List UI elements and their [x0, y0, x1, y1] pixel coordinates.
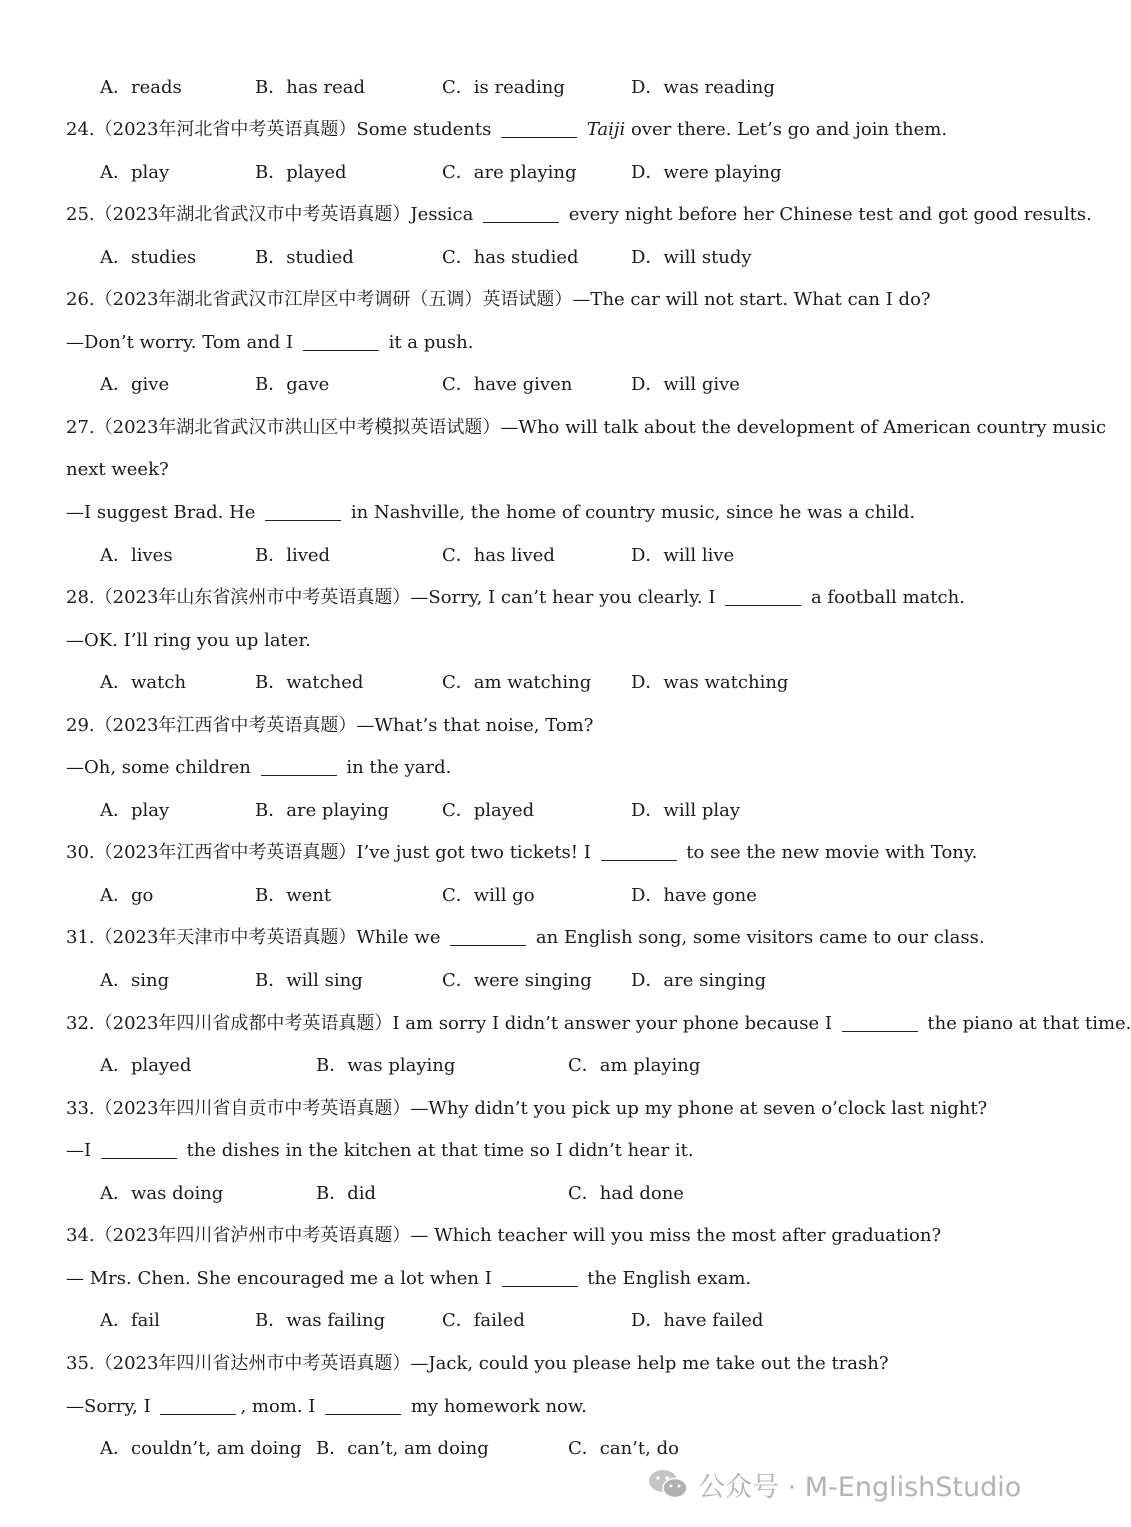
question-text: 31.（2023年天津市中考英语真题）While we	[66, 927, 447, 948]
question-text: —Don’t worry. Tom and I	[66, 332, 299, 353]
option-c[interactable]: C．has lived	[442, 545, 555, 566]
option-b[interactable]: B．will sing	[255, 970, 363, 991]
option-b[interactable]: B．studied	[255, 247, 354, 268]
question-text: —OK. I’ll ring you up later.	[66, 630, 311, 651]
question-stem	[66, 416, 1106, 440]
option-a[interactable]: A．fail	[100, 1310, 160, 1331]
option-c[interactable]: C．have given	[442, 374, 573, 395]
option-c[interactable]: C．is reading	[442, 77, 565, 98]
answer-blank[interactable]	[265, 502, 341, 521]
question-text: in the yard.	[340, 757, 452, 778]
option-c[interactable]: C．played	[442, 800, 535, 821]
option-a[interactable]: A．couldn’t, am doing	[100, 1438, 302, 1459]
answer-blank[interactable]	[303, 332, 379, 351]
question-text: 28.（2023年山东省滨州市中考英语真题）—Sorry, I can’t hear you clearly. I	[66, 587, 722, 608]
question-stem	[66, 1352, 889, 1376]
answer-blank[interactable]	[325, 1396, 401, 1415]
option-a[interactable]: A．play	[100, 162, 170, 183]
option-d[interactable]: D．will give	[631, 374, 740, 395]
question-continuation	[66, 1395, 587, 1419]
option-c[interactable]: C．am watching	[442, 672, 592, 693]
option-b[interactable]: B．can’t, am doing	[316, 1438, 489, 1459]
question-text: 33.（2023年四川省自贡市中考英语真题）—Why didn’t you pick up my phone at seven o’clock last night?	[66, 1098, 988, 1119]
question-text: 27.（2023年湖北省武汉市洪山区中考模拟英语试题）—Who will talk about the development of American country music	[66, 417, 1107, 438]
question-stem	[66, 586, 965, 610]
option-d[interactable]: D．have gone	[631, 885, 757, 906]
question-text: the English exam.	[581, 1268, 752, 1289]
question-text: the piano at that time.	[921, 1013, 1131, 1034]
option-b[interactable]: B．lived	[255, 545, 331, 566]
option-b[interactable]: B．has read	[255, 77, 366, 98]
answer-blank[interactable]	[483, 204, 559, 223]
question-text: —Oh, some children	[66, 757, 257, 778]
question-text: next week?	[66, 459, 169, 480]
option-b[interactable]: B．gave	[255, 374, 330, 395]
option-b[interactable]: B．was failing	[255, 1310, 386, 1331]
question-continuation	[66, 756, 451, 780]
question-text: 25.（2023年湖北省武汉市中考英语真题）Jessica	[66, 204, 480, 225]
question-text: over there. Let’s go and join them.	[625, 119, 948, 140]
question-text: 24.（2023年河北省中考英语真题）Some students	[66, 119, 498, 140]
question-text: my homework now.	[405, 1396, 587, 1417]
option-b[interactable]: B．are playing	[255, 800, 389, 821]
option-a[interactable]: A．reads	[100, 77, 182, 98]
option-b[interactable]: B．was playing	[316, 1055, 456, 1076]
question-text: 26.（2023年湖北省武汉市江岸区中考调研（五调）英语试题）—The car will not start. What can I do?	[66, 289, 931, 310]
question-continuation	[66, 629, 311, 653]
question-text: —I	[66, 1140, 97, 1161]
question-stem	[66, 203, 1092, 227]
answer-blank[interactable]	[101, 1140, 177, 1159]
answer-blank[interactable]	[160, 1396, 236, 1415]
option-b[interactable]: B．watched	[255, 672, 364, 693]
question-stem	[66, 118, 947, 142]
question-text: 34.（2023年四川省泸州市中考英语真题）— Which teacher will you miss the most after graduation?	[66, 1225, 942, 1246]
watermark	[648, 1466, 1021, 1502]
question-text: 30.（2023年江西省中考英语真题）I’ve just got two tickets! I	[66, 842, 597, 863]
option-b[interactable]: B．did	[316, 1183, 377, 1204]
option-a[interactable]: A．was doing	[100, 1183, 224, 1204]
question-stem	[66, 841, 977, 865]
question-stem	[66, 926, 985, 950]
question-text: to see the new movie with Tony.	[680, 842, 978, 863]
option-c[interactable]: C．am playing	[568, 1055, 701, 1076]
italic-term: Taiji	[586, 119, 626, 140]
question-stem	[66, 1012, 1131, 1036]
answer-blank[interactable]	[450, 927, 526, 946]
option-b[interactable]: B．played	[255, 162, 347, 183]
question-text: —I suggest Brad. He	[66, 502, 262, 523]
option-d[interactable]: D．have failed	[631, 1310, 764, 1331]
question-text: — Mrs. Chen. She encouraged me a lot when I	[66, 1268, 498, 1289]
question-stem	[66, 714, 593, 738]
question-continuation	[66, 501, 915, 525]
option-d[interactable]: D．will live	[631, 545, 735, 566]
question-stem	[66, 1224, 941, 1248]
question-text: it a push.	[382, 332, 474, 353]
option-a[interactable]: A．play	[100, 800, 170, 821]
question-continuation	[66, 331, 473, 355]
option-d[interactable]: D．will study	[631, 247, 752, 268]
question-text: the dishes in the kitchen at that time so I didn’t hear it.	[180, 1140, 694, 1161]
option-a[interactable]: A．watch	[100, 672, 187, 693]
question-continuation	[66, 1267, 751, 1291]
wechat-icon	[648, 1468, 688, 1500]
question-text: in Nashville, the home of country music, since he was a child.	[345, 502, 916, 523]
question-stem	[66, 1097, 987, 1121]
option-c[interactable]: C．are playing	[442, 162, 577, 183]
question-continuation	[66, 1139, 694, 1163]
option-d[interactable]: D．will play	[631, 800, 741, 821]
option-a[interactable]: A．studies	[100, 247, 197, 268]
question-text: 29.（2023年江西省中考英语真题）—What’s that noise, Tom?	[66, 715, 594, 736]
option-d[interactable]: D．were playing	[631, 162, 782, 183]
option-b[interactable]: B．went	[255, 885, 332, 906]
option-d[interactable]: D．was watching	[631, 672, 789, 693]
option-a[interactable]: A．give	[100, 374, 170, 395]
question-text: a football match.	[805, 587, 965, 608]
question-text: 32.（2023年四川省成都中考英语真题）I am sorry I didn’t answer your phone because I	[66, 1013, 838, 1034]
question-continuation	[66, 458, 169, 482]
answer-blank[interactable]	[725, 587, 801, 606]
answer-blank[interactable]	[502, 1268, 578, 1287]
option-c[interactable]: C．had done	[568, 1183, 684, 1204]
question-text: an English song, some visitors came to our class.	[530, 927, 985, 948]
answer-blank[interactable]	[842, 1013, 918, 1032]
watermark-text: 公众号 · M-EnglishStudio	[698, 1471, 1022, 1503]
answer-blank[interactable]	[261, 757, 337, 776]
option-a[interactable]: A．lives	[100, 545, 173, 566]
option-c[interactable]: C．failed	[442, 1310, 525, 1331]
option-a[interactable]: A．sing	[100, 970, 170, 991]
option-c[interactable]: C．will go	[442, 885, 535, 906]
question-text: 35.（2023年四川省达州市中考英语真题）—Jack, could you please help me take out the trash?	[66, 1353, 889, 1374]
option-a[interactable]: A．go	[100, 885, 154, 906]
question-text: , mom. I	[240, 1396, 322, 1417]
question-text: every night before her Chinese test and got good results.	[563, 204, 1092, 225]
question-stem	[66, 288, 931, 312]
option-d[interactable]: D．was reading	[631, 77, 775, 98]
option-d[interactable]: D．are singing	[631, 970, 767, 991]
answer-blank[interactable]	[501, 119, 577, 138]
option-c[interactable]: C．were singing	[442, 970, 592, 991]
option-c[interactable]: C．can’t, do	[568, 1438, 679, 1459]
answer-blank[interactable]	[601, 842, 677, 861]
question-text: —Sorry, I	[66, 1396, 157, 1417]
option-c[interactable]: C．has studied	[442, 247, 579, 268]
option-a[interactable]: A．played	[100, 1055, 192, 1076]
